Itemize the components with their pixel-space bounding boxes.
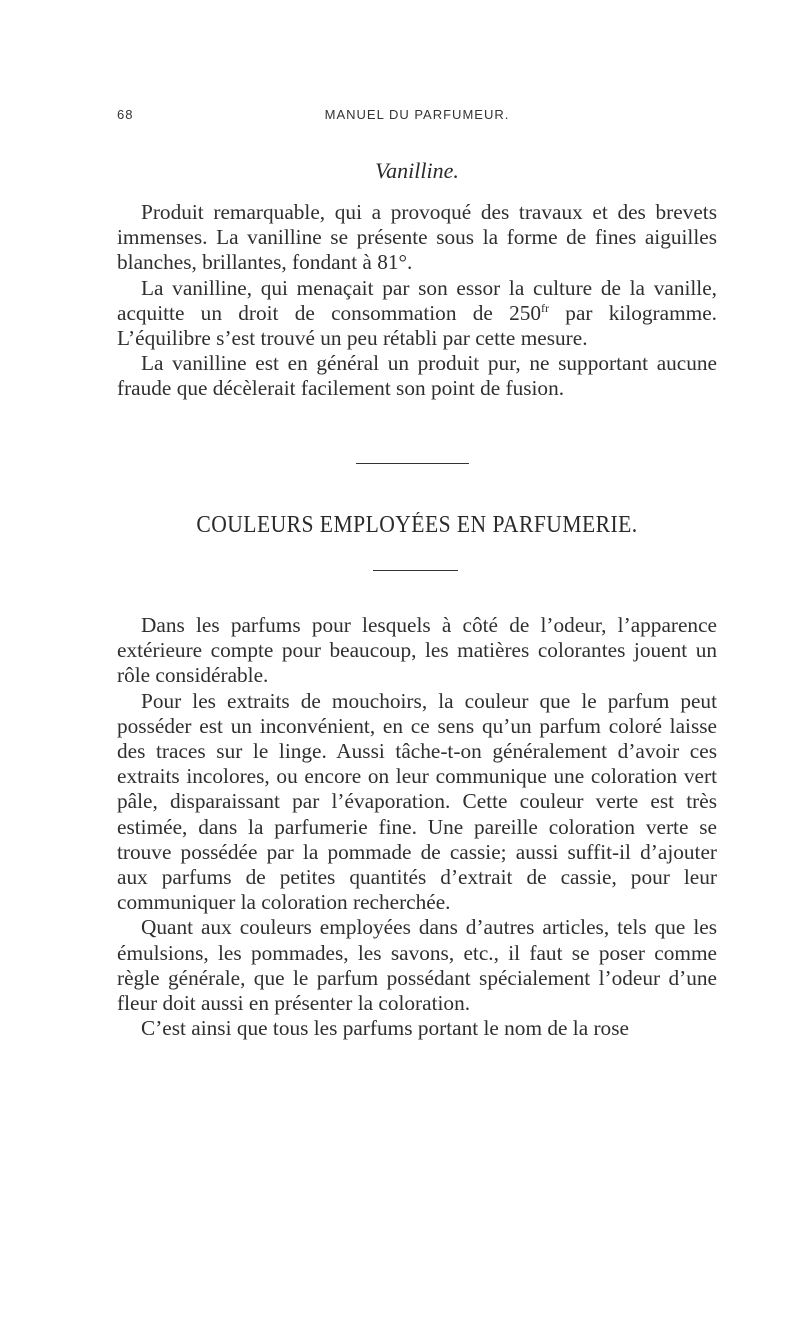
running-title: MANUEL DU PARFUMEUR. <box>324 107 510 122</box>
page-header <box>117 107 717 127</box>
paragraph: Produit remarquable, qui a provoqué des travaux et des brevets immenses. La vanilline se présente sous la forme de fines aiguilles blanches, brillantes, fondant à 81°. <box>117 200 717 275</box>
paragraph: Pour les extraits de mouchoirs, la couleur que le parfum peut posséder est un inconvénient, en ce sens qu’un parfum coloré laisse des traces sur le linge. Aussi tâche-t-on généralement d’avoir ces extraits incolores, ou encore on leur communique une coloration vert pâle, disparaissant par l’évaporation. Cette couleur verte est très estimée, dans la parfumerie fine. Une pareille coloration verte se trouve possédée par la pommade de cassie; aussi suffit-il d’ajouter aux parfums de petites quantités d’extrait de cassie, pour leur communiquer la coloration recherchée. <box>117 688 717 915</box>
chapter-title: COULEURS EMPLOYÉES EN PARFUMERIE. <box>196 512 638 538</box>
currency-superscript: fr <box>541 300 550 315</box>
couleurs-chapter-body <box>117 613 717 1041</box>
chapter-divider-rule <box>373 570 458 571</box>
paragraph-text-tail: par kilogramme. L’équilibre s’est trouvé un peu rétabli par cette mesure. <box>117 300 717 351</box>
paragraph <box>117 276 717 352</box>
paragraph: Quant aux couleurs employées dans d’autres articles, tels que les émulsions, les pommades, les savons, etc., il faut se poser comme règle générale, que le parfum possédant spécialement l’odeur d’une fleur doit aussi en présenter la coloration. <box>117 915 717 1016</box>
section-divider-rule <box>356 463 469 464</box>
section-title: Vanilline. <box>375 158 459 183</box>
page-number: 68 <box>117 107 134 122</box>
paragraph: La vanilline est en général un produit pur, ne supportant aucune fraude que décèlerait facilement son point de fusion. <box>117 351 717 401</box>
paragraph: C’est ainsi que tous les parfums portant le nom de la rose <box>141 1016 629 1041</box>
vanilline-section-body <box>117 200 717 402</box>
paragraph-text: La vanilline, qui menaçait par son essor la culture de la vanille, acquitte un droit de consommation de 250 <box>117 275 717 325</box>
paragraph: Dans les parfums pour lesquels à côté de l’odeur, l’apparence extérieure compte pour beaucoup, les matières colorantes jouent un rôle considérable. <box>117 613 717 688</box>
